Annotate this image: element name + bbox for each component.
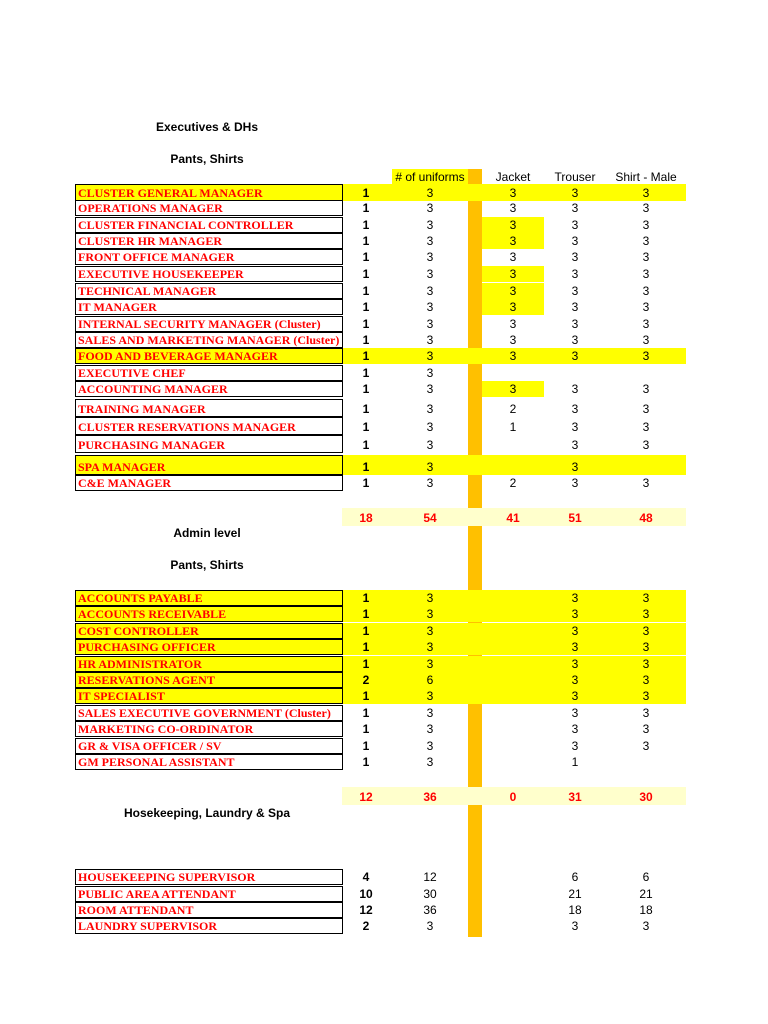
count-cell: 1	[362, 218, 370, 232]
table-row	[0, 316, 768, 332]
trouser-cell: 3	[571, 624, 579, 638]
count-cell: 1	[362, 591, 370, 605]
total-uniforms: 54	[423, 511, 437, 525]
role-name: ACCOUNTS RECEIVABLE	[75, 606, 343, 622]
shirt-cell: 6	[642, 870, 650, 884]
uniforms-cell: 3	[426, 234, 434, 248]
uniforms-cell: 3	[426, 438, 434, 452]
table-row	[0, 249, 768, 265]
jacket-cell: 3	[509, 201, 517, 215]
shirt-cell: 3	[642, 402, 650, 416]
shirt-cell: 3	[642, 476, 650, 490]
shirt-cell: 3	[642, 591, 650, 605]
uniforms-cell: 3	[426, 250, 434, 264]
count-cell: 1	[362, 755, 370, 769]
table-row	[0, 590, 768, 606]
role-name: CLUSTER HR MANAGER	[75, 233, 343, 249]
shirt-cell: 3	[642, 420, 650, 434]
count-cell: 1	[362, 267, 370, 281]
jacket-cell: 3	[509, 234, 517, 248]
uniforms-cell: 3	[426, 333, 434, 347]
jacket-cell: 3	[509, 284, 517, 298]
count-cell: 12	[359, 903, 373, 917]
table-row	[0, 348, 768, 364]
role-name: CLUSTER FINANCIAL CONTROLLER	[75, 217, 343, 233]
shirt-cell: 3	[642, 689, 650, 703]
count-cell: 1	[362, 657, 370, 671]
shirt-cell: 3	[642, 284, 650, 298]
uniforms-cell: 3	[426, 460, 434, 474]
table-row	[0, 606, 768, 622]
trouser-cell: 1	[571, 755, 579, 769]
jacket-cell: 3	[509, 382, 517, 396]
count-cell: 1	[362, 689, 370, 703]
trouser-cell: 3	[571, 476, 579, 490]
total-count: 18	[359, 511, 373, 525]
shirt-cell: 3	[642, 300, 650, 314]
trouser-cell: 3	[571, 673, 579, 687]
table-row	[0, 475, 768, 491]
uniforms-cell: 3	[426, 607, 434, 621]
role-name: SALES EXECUTIVE GOVERNMENT (Cluster)	[75, 705, 343, 721]
count-cell: 1	[362, 284, 370, 298]
role-name: C&E MANAGER	[75, 475, 343, 491]
count-cell: 1	[362, 250, 370, 264]
role-name: CLUSTER RESERVATIONS MANAGER	[75, 417, 343, 435]
table-row	[0, 869, 768, 885]
jacket-cell: 3	[509, 218, 517, 232]
trouser-cell: 3	[571, 591, 579, 605]
role-name: FRONT OFFICE MANAGER	[75, 249, 343, 265]
uniforms-cell: 12	[423, 870, 437, 884]
shirt-cell: 3	[642, 201, 650, 215]
role-name: GR & VISA OFFICER / SV	[75, 738, 343, 754]
shirt-cell: 3	[642, 722, 650, 736]
header-shirt-male: Shirt - Male	[615, 170, 677, 184]
jacket-cell: 3	[509, 317, 517, 331]
role-name: SPA MANAGER	[75, 455, 343, 475]
table-row	[0, 266, 768, 282]
jacket-cell: 3	[509, 300, 517, 314]
shirt-cell: 3	[642, 267, 650, 281]
count-cell: 1	[362, 722, 370, 736]
trouser-cell: 3	[571, 919, 579, 933]
uniforms-cell: 36	[423, 903, 437, 917]
role-name: FOOD AND BEVERAGE MANAGER	[75, 348, 343, 364]
shirt-cell: 3	[642, 607, 650, 621]
table-row	[0, 435, 768, 453]
trouser-cell: 3	[571, 438, 579, 452]
jacket-cell: 2	[509, 402, 517, 416]
trouser-cell: 18	[568, 903, 582, 917]
header-jacket: Jacket	[495, 170, 531, 184]
jacket-cell: 1	[509, 420, 517, 434]
role-name: TECHNICAL MANAGER	[75, 283, 343, 299]
role-name: EXECUTIVE HOUSEKEEPER	[75, 266, 343, 282]
table-row	[0, 754, 768, 770]
shirt-cell: 3	[642, 186, 650, 200]
trouser-cell: 3	[571, 201, 579, 215]
table-row	[0, 672, 768, 688]
table-row	[0, 217, 768, 233]
trouser-cell: 3	[571, 460, 579, 474]
uniforms-cell: 3	[426, 755, 434, 769]
count-cell: 2	[362, 919, 370, 933]
count-cell: 1	[362, 234, 370, 248]
role-name: COST CONTROLLER	[75, 623, 343, 639]
table-row	[0, 299, 768, 315]
count-cell: 1	[362, 438, 370, 452]
trouser-cell: 3	[571, 382, 579, 396]
trouser-cell: 21	[568, 887, 582, 901]
count-cell: 1	[362, 607, 370, 621]
count-cell: 1	[362, 706, 370, 720]
uniforms-cell: 3	[426, 722, 434, 736]
count-cell: 1	[362, 460, 370, 474]
shirt-cell: 3	[642, 739, 650, 753]
shirt-cell: 3	[642, 673, 650, 687]
trouser-cell: 3	[571, 640, 579, 654]
uniforms-cell: 3	[426, 382, 434, 396]
role-name: PURCHASING MANAGER	[75, 435, 343, 453]
trouser-cell: 3	[571, 689, 579, 703]
table-row	[0, 365, 768, 381]
count-cell: 2	[362, 673, 370, 687]
uniforms-cell: 3	[426, 624, 434, 638]
count-cell: 1	[362, 349, 370, 363]
role-name: PUBLIC AREA ATTENDANT	[75, 886, 343, 902]
table-row	[0, 399, 768, 417]
table-row	[0, 688, 768, 704]
uniforms-cell: 3	[426, 201, 434, 215]
count-cell: 1	[362, 300, 370, 314]
shirt-cell: 3	[642, 333, 650, 347]
role-name: MARKETING CO-ORDINATOR	[75, 721, 343, 737]
uniforms-cell: 3	[426, 919, 434, 933]
trouser-cell: 3	[571, 218, 579, 232]
uniforms-cell: 3	[426, 689, 434, 703]
uniforms-cell: 3	[426, 218, 434, 232]
section-subtitle-admin: Pants, Shirts	[170, 558, 244, 572]
table-row	[0, 918, 768, 934]
shirt-cell: 3	[642, 706, 650, 720]
uniforms-cell: 3	[426, 591, 434, 605]
table-row	[0, 184, 768, 201]
trouser-cell: 3	[571, 349, 579, 363]
role-name: ACCOUNTING MANAGER	[75, 381, 343, 397]
role-name: RESERVATIONS AGENT	[75, 672, 343, 688]
shirt-cell: 3	[642, 317, 650, 331]
role-name: OPERATIONS MANAGER	[75, 200, 343, 216]
role-name: INTERNAL SECURITY MANAGER (Cluster)	[75, 316, 343, 332]
trouser-cell: 3	[571, 267, 579, 281]
shirt-cell: 3	[642, 640, 650, 654]
jacket-cell: 2	[509, 476, 517, 490]
count-cell: 1	[362, 476, 370, 490]
count-cell: 1	[362, 186, 370, 200]
shirt-cell: 3	[642, 624, 650, 638]
total-trouser: 51	[568, 511, 582, 525]
role-name: GM PERSONAL ASSISTANT	[75, 754, 343, 770]
trouser-cell: 3	[571, 234, 579, 248]
trouser-cell: 3	[571, 739, 579, 753]
uniforms-cell: 3	[426, 706, 434, 720]
section-title-executives: Executives & DHs	[155, 120, 259, 134]
uniforms-cell: 3	[426, 300, 434, 314]
count-cell: 1	[362, 624, 370, 638]
shirt-cell: 18	[639, 903, 653, 917]
trouser-cell: 3	[571, 317, 579, 331]
shirt-cell: 3	[642, 438, 650, 452]
uniforms-cell: 3	[426, 186, 434, 200]
uniforms-cell: 3	[426, 739, 434, 753]
count-cell: 1	[362, 333, 370, 347]
count-cell: 1	[362, 382, 370, 396]
trouser-cell: 3	[571, 250, 579, 264]
total-count: 12	[359, 790, 373, 804]
table-row	[0, 639, 768, 655]
uniforms-cell: 3	[426, 284, 434, 298]
jacket-cell: 3	[509, 349, 517, 363]
table-row	[0, 417, 768, 435]
role-name: CLUSTER GENERAL MANAGER	[75, 184, 343, 201]
section-subtitle-executives: Pants, Shirts	[170, 152, 244, 166]
table-row	[0, 233, 768, 249]
trouser-cell: 3	[571, 402, 579, 416]
uniforms-cell: 3	[426, 317, 434, 331]
role-name: IT SPECIALIST	[75, 688, 343, 704]
role-name: ROOM ATTENDANT	[75, 902, 343, 918]
trouser-cell: 3	[571, 607, 579, 621]
table-row	[0, 200, 768, 216]
total-trouser: 31	[568, 790, 582, 804]
uniforms-cell: 3	[426, 402, 434, 416]
count-cell: 10	[359, 887, 373, 901]
header-uniforms: # of uniforms	[395, 170, 465, 184]
total-shirt: 30	[639, 790, 653, 804]
role-name: LAUNDRY SUPERVISOR	[75, 918, 343, 934]
role-name: HR ADMINISTRATOR	[75, 656, 343, 672]
count-cell: 1	[362, 317, 370, 331]
uniforms-cell: 3	[426, 657, 434, 671]
role-name: PURCHASING OFFICER	[75, 639, 343, 655]
shirt-cell: 3	[642, 218, 650, 232]
role-name: SALES AND MARKETING MANAGER (Cluster)	[75, 332, 343, 348]
table-row	[0, 623, 768, 639]
section-title-housekeeping: Hosekeeping, Laundry & Spa	[123, 806, 291, 820]
trouser-cell: 6	[571, 870, 579, 884]
table-row	[0, 283, 768, 299]
table-row	[0, 656, 768, 672]
table-row	[0, 721, 768, 737]
count-cell: 1	[362, 366, 370, 380]
count-cell: 1	[362, 420, 370, 434]
table-row	[0, 381, 768, 397]
total-uniforms: 36	[423, 790, 437, 804]
role-name: HOUSEKEEPING SUPERVISOR	[75, 869, 343, 885]
total-jacket: 41	[506, 511, 520, 525]
uniforms-cell: 3	[426, 420, 434, 434]
shirt-cell: 3	[642, 250, 650, 264]
role-name: TRAINING MANAGER	[75, 399, 343, 417]
trouser-cell: 3	[571, 706, 579, 720]
count-cell: 1	[362, 739, 370, 753]
jacket-cell: 3	[509, 186, 517, 200]
role-name: ACCOUNTS PAYABLE	[75, 590, 343, 606]
uniforms-cell: 3	[426, 366, 434, 380]
count-cell: 1	[362, 201, 370, 215]
count-cell: 4	[362, 870, 370, 884]
totals-row	[0, 508, 768, 526]
trouser-cell: 3	[571, 657, 579, 671]
trouser-cell: 3	[571, 420, 579, 434]
uniforms-cell: 30	[423, 887, 437, 901]
jacket-cell: 3	[509, 333, 517, 347]
shirt-cell: 3	[642, 657, 650, 671]
table-row	[0, 738, 768, 754]
shirt-cell: 3	[642, 382, 650, 396]
trouser-cell: 3	[571, 300, 579, 314]
totals-row	[0, 787, 768, 805]
trouser-cell: 3	[571, 186, 579, 200]
trouser-cell: 3	[571, 722, 579, 736]
total-shirt: 48	[639, 511, 653, 525]
section-title-admin: Admin level	[173, 526, 241, 540]
shirt-cell: 3	[642, 349, 650, 363]
shirt-cell: 3	[642, 234, 650, 248]
uniforms-cell: 3	[426, 476, 434, 490]
shirt-cell: 21	[639, 887, 653, 901]
uniforms-cell: 3	[426, 267, 434, 281]
count-cell: 1	[362, 402, 370, 416]
uniforms-cell: 3	[426, 349, 434, 363]
header-trouser: Trouser	[554, 170, 596, 184]
uniforms-cell: 3	[426, 640, 434, 654]
shirt-cell: 3	[642, 919, 650, 933]
role-name: EXECUTIVE CHEF	[75, 365, 343, 381]
table-row	[0, 332, 768, 348]
table-row	[0, 902, 768, 918]
role-name: IT MANAGER	[75, 299, 343, 315]
total-jacket: 0	[509, 790, 517, 804]
count-cell: 1	[362, 640, 370, 654]
table-row	[0, 886, 768, 902]
table-row	[0, 705, 768, 721]
trouser-cell: 3	[571, 333, 579, 347]
uniforms-cell: 6	[426, 673, 434, 687]
table-row	[0, 455, 768, 475]
jacket-cell: 3	[509, 250, 517, 264]
trouser-cell: 3	[571, 284, 579, 298]
jacket-cell: 3	[509, 267, 517, 281]
